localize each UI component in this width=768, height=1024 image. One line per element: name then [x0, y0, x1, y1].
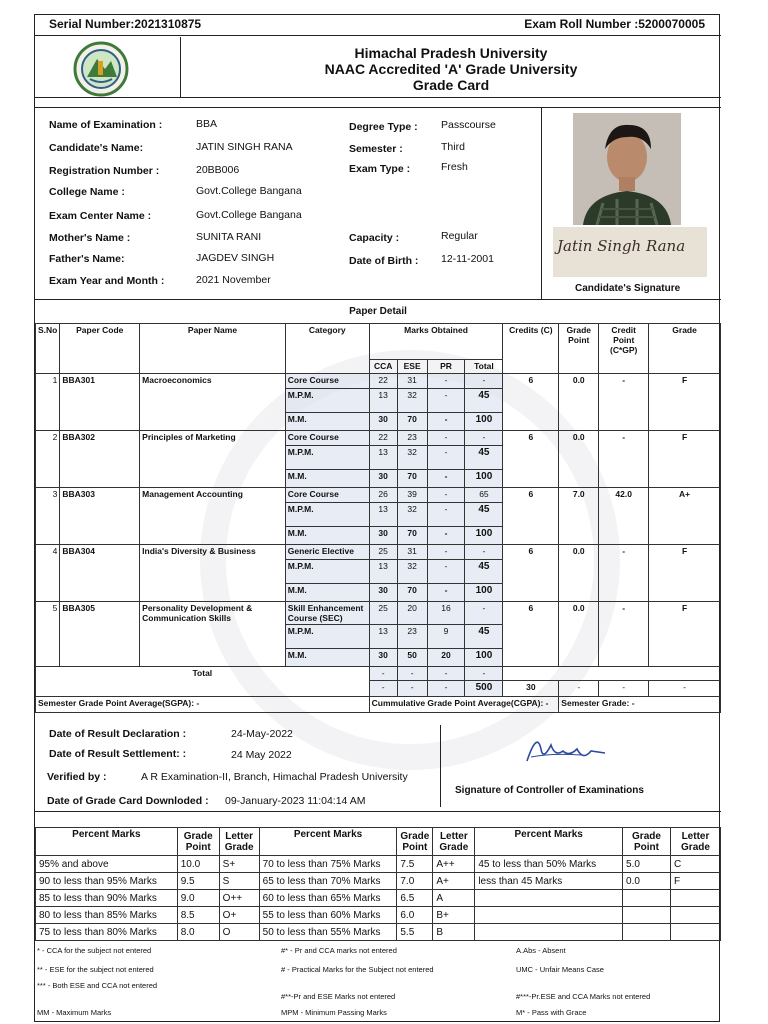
row-sno: 2 [36, 431, 60, 488]
row-paper-code: BBA304 [60, 545, 140, 602]
row-mm: 70 [397, 527, 427, 545]
col-pr: PR [427, 360, 465, 374]
row-mark: 31 [397, 545, 427, 560]
university-logo-icon [35, 37, 181, 97]
verified-label: Verified by : [47, 771, 107, 783]
total-cell: - [427, 667, 465, 681]
row-mpm: 45 [465, 560, 503, 584]
row-mm: M.M. [285, 470, 369, 488]
grade-cell: A+ [433, 873, 475, 890]
col-paper-code: Paper Code [60, 324, 140, 374]
footnote: ** - ESE for the subject not entered [37, 965, 154, 974]
col-grade: Grade [649, 324, 721, 374]
table-row [36, 488, 721, 503]
grade-cell: 80 to less than 85% Marks [36, 907, 178, 924]
col-grade-point: Grade Point [559, 324, 599, 374]
info-label: Candidate's Name: [49, 142, 144, 154]
grade-cell: A++ [433, 856, 475, 873]
info-value: 2021 November [196, 274, 271, 286]
total-blank [503, 667, 721, 681]
info-label: Semester : [349, 143, 403, 155]
row-mm: 30 [369, 413, 397, 431]
row-mm: 30 [369, 527, 397, 545]
grade-cell: 8.5 [177, 907, 219, 924]
candidate-photo [573, 113, 681, 225]
row-cp: - [599, 545, 649, 602]
row-mpm: - [427, 560, 465, 584]
grade-cell [670, 924, 720, 941]
row-mpm: 9 [427, 625, 465, 649]
row-grade: F [649, 545, 721, 602]
col-credit-point: Credit Point (C*GP) [599, 324, 649, 374]
row-mpm: M.P.M. [285, 446, 369, 470]
row-paper-code: BBA305 [60, 602, 140, 667]
grade-cell: 6.5 [397, 890, 433, 907]
grade-cell: B+ [433, 907, 475, 924]
grade-header: Letter Grade [433, 828, 475, 856]
row-mpm: 13 [369, 625, 397, 649]
grade-header: Grade Point [397, 828, 433, 856]
row-mm: - [427, 413, 465, 431]
grade-header: Percent Marks [259, 828, 397, 856]
result-settlement-date: 24 May 2022 [231, 749, 292, 761]
grade-cell [670, 890, 720, 907]
grade-cell: 9.0 [177, 890, 219, 907]
row-mark: 16 [427, 602, 465, 625]
row-paper-name: Principles of Marketing [140, 431, 286, 488]
table-row [36, 545, 721, 560]
info-value: Fresh [441, 161, 468, 173]
row-paper-code: BBA302 [60, 431, 140, 488]
table-row [36, 374, 721, 389]
grade-cell: 7.0 [397, 873, 433, 890]
total-cell: - [397, 667, 427, 681]
footnote: MM - Maximum Marks [37, 1008, 112, 1017]
grade-cell: 50 to less than 55% Marks [259, 924, 397, 941]
grand-total: 500 [465, 681, 503, 697]
grade-cell: O+ [219, 907, 259, 924]
row-mm: 100 [465, 527, 503, 545]
table-row [36, 856, 721, 873]
row-mark: 22 [369, 374, 397, 389]
info-label: Exam Center Name : [49, 210, 152, 222]
row-mm: - [427, 584, 465, 602]
row-mm: 70 [397, 413, 427, 431]
footnote: M* - Pass with Grace [516, 1008, 587, 1017]
row-sno: 3 [36, 488, 60, 545]
table-row [36, 431, 721, 446]
logo-area [35, 37, 181, 97]
row-mm: 50 [397, 649, 427, 667]
info-label: Degree Type : [349, 121, 418, 133]
row-mm: 100 [465, 584, 503, 602]
footnote: *** - Both ESE and CCA not entered [37, 981, 158, 990]
info-value: Govt.College Bangana [196, 209, 302, 221]
grade-cell: less than 45 Marks [475, 873, 623, 890]
table-row [36, 924, 721, 941]
row-credits: 6 [503, 431, 559, 488]
row-mpm: 32 [397, 389, 427, 413]
controller-signature-icon [521, 727, 611, 773]
row-mark: 20 [397, 602, 427, 625]
row-mark: - [427, 374, 465, 389]
row-mpm: 13 [369, 446, 397, 470]
grade-cell: 95% and above [36, 856, 178, 873]
cgpa: Cummulative Grade Point Average(CGPA): - [369, 697, 559, 713]
grade-cell [475, 924, 623, 941]
row-mpm: 13 [369, 503, 397, 527]
row-mpm: - [427, 389, 465, 413]
grade-cell [623, 890, 671, 907]
info-value: 12-11-2001 [441, 253, 494, 265]
row-mpm: 13 [369, 560, 397, 584]
row-mpm: 23 [397, 625, 427, 649]
candidate-signature-image: Jatin Singh Rana [557, 237, 686, 255]
row-mm: 30 [369, 584, 397, 602]
row-mpm: M.P.M. [285, 625, 369, 649]
grade-cell: 7.5 [397, 856, 433, 873]
row-mm: - [427, 527, 465, 545]
info-label: Capacity : [349, 232, 400, 244]
info-value: JAGDEV SINGH [196, 252, 275, 264]
grade-header: Percent Marks [475, 828, 623, 856]
row-paper-code: BBA303 [60, 488, 140, 545]
row-grade: F [649, 431, 721, 488]
row-paper-name: Macroeconomics [140, 374, 286, 431]
table-row [36, 873, 721, 890]
total-cell: - [369, 681, 397, 697]
grade-cell: O++ [219, 890, 259, 907]
info-label: Mother's Name : [49, 232, 131, 244]
col-cca: CCA [369, 360, 397, 374]
row-mm: 70 [397, 584, 427, 602]
footnote: UMC - Unfair Means Case [516, 965, 604, 974]
row-gp: 0.0 [559, 374, 599, 431]
col-paper-name: Paper Name [140, 324, 286, 374]
row-credits: 6 [503, 545, 559, 602]
serial-number: Serial Number:2021310875 [49, 17, 202, 31]
footnote: * - CCA for the subject not entered [37, 946, 152, 955]
row-mpm: 32 [397, 503, 427, 527]
row-mm: 20 [427, 649, 465, 667]
row-category: Core Course [285, 374, 369, 389]
footnote: #***-Pr.ESE and CCA Marks not entered [516, 992, 651, 1001]
grade-cell: 65 to less than 70% Marks [259, 873, 397, 890]
row-gp: 0.0 [559, 545, 599, 602]
total-cell: - [649, 681, 721, 697]
row-mm: 100 [465, 649, 503, 667]
info-value: SUNITA RANI [196, 231, 262, 243]
row-paper-name: Personality Development & Communication Skills [140, 602, 286, 667]
col-sno: S.No [36, 324, 60, 374]
row-mm: M.M. [285, 527, 369, 545]
grade-cell: 5.0 [623, 856, 671, 873]
row-category: Generic Elective [285, 545, 369, 560]
row-mpm: M.P.M. [285, 560, 369, 584]
row-mpm: M.P.M. [285, 503, 369, 527]
row-cp: 42.0 [599, 488, 649, 545]
row-category: Core Course [285, 431, 369, 446]
grade-header: Grade Point [177, 828, 219, 856]
row-mark: - [465, 431, 503, 446]
row-gp: 7.0 [559, 488, 599, 545]
table-row [36, 890, 721, 907]
footnote: MPM - Minimum Passing Marks [281, 1008, 387, 1017]
grade-cell: 85 to less than 90% Marks [36, 890, 178, 907]
info-value: JATIN SINGH RANA [196, 141, 293, 153]
total-cell: - [559, 681, 599, 697]
grade-cell: 6.0 [397, 907, 433, 924]
info-value: BBA [196, 118, 218, 130]
row-credits: 6 [503, 488, 559, 545]
row-grade: F [649, 374, 721, 431]
info-label: Father's Name: [49, 253, 125, 265]
grade-header: Letter Grade [219, 828, 259, 856]
row-mm: M.M. [285, 413, 369, 431]
grade-cell: 9.5 [177, 873, 219, 890]
row-mark: - [427, 545, 465, 560]
row-mark: 25 [369, 545, 397, 560]
total-cell: - [427, 681, 465, 697]
row-credits: 6 [503, 374, 559, 431]
info-label: Exam Year and Month : [49, 275, 165, 287]
row-sno: 5 [36, 602, 60, 667]
col-marks-obtained: Marks Obtained [369, 324, 503, 360]
row-credits: 6 [503, 602, 559, 667]
row-mm: 30 [369, 649, 397, 667]
candidate-signature-label: Candidate's Signature [575, 283, 681, 294]
info-label: Date of Birth : [349, 255, 419, 267]
row-mm: 100 [465, 413, 503, 431]
row-mpm: 13 [369, 389, 397, 413]
row-mark: - [427, 431, 465, 446]
row-mark: 39 [397, 488, 427, 503]
row-mark: 26 [369, 488, 397, 503]
total-credits: 30 [503, 681, 559, 697]
grade-cell: 75 to less than 80% Marks [36, 924, 178, 941]
grade-cell [475, 907, 623, 924]
grade-header: Letter Grade [670, 828, 720, 856]
grade-cell: 60 to less than 65% Marks [259, 890, 397, 907]
result-declaration-label: Date of Result Declaration : [49, 728, 187, 740]
row-mm: 30 [369, 470, 397, 488]
row-mpm: M.P.M. [285, 389, 369, 413]
grade-cell: 8.0 [177, 924, 219, 941]
grade-cell: 90 to less than 95% Marks [36, 873, 178, 890]
download-date: 09-January-2023 11:04:14 AM [225, 795, 366, 807]
footnote: #**-Pr and ESE Marks not entered [281, 992, 396, 1001]
row-grade: A+ [649, 488, 721, 545]
row-mpm: 45 [465, 389, 503, 413]
row-mm: - [427, 470, 465, 488]
row-mark: - [465, 545, 503, 560]
row-sno: 4 [36, 545, 60, 602]
verified-by: A R Examination-II, Branch, Himachal Pradesh University [141, 771, 408, 783]
row-mpm: 32 [397, 446, 427, 470]
row-category: Skill Enhancement Course (SEC) [285, 602, 369, 625]
total-cell: - [599, 681, 649, 697]
row-cp: - [599, 431, 649, 488]
grade-cell: 5.5 [397, 924, 433, 941]
row-mpm: 45 [465, 503, 503, 527]
footnote: # - Practical Marks for the Subject not entered [281, 965, 434, 974]
row-mpm: 32 [397, 560, 427, 584]
grade-cell: B [433, 924, 475, 941]
grade-cell: C [670, 856, 720, 873]
row-mpm: 45 [465, 446, 503, 470]
result-declaration-date: 24-May-2022 [231, 728, 293, 740]
university-title: Himachal Pradesh University NAAC Accredited 'A' Grade University Grade Card [324, 45, 578, 93]
semester-grade: Semester Grade: - [559, 697, 721, 713]
grade-card [34, 14, 720, 1022]
info-label: Exam Type : [349, 163, 411, 175]
controller-signature-label: Signature of Controller of Examinations [455, 785, 644, 796]
row-mm: M.M. [285, 649, 369, 667]
info-value: Passcourse [441, 119, 496, 131]
grade-cell: 70 to less than 75% Marks [259, 856, 397, 873]
footnote: A.Abs - Absent [516, 946, 566, 955]
row-cp: - [599, 374, 649, 431]
grade-header: Percent Marks [36, 828, 178, 856]
row-mm: M.M. [285, 584, 369, 602]
row-paper-code: BBA301 [60, 374, 140, 431]
row-mark: - [427, 488, 465, 503]
info-label: Name of Examination : [49, 119, 163, 131]
row-mpm: - [427, 503, 465, 527]
grade-cell [475, 890, 623, 907]
row-gp: 0.0 [559, 602, 599, 667]
row-mm: 70 [397, 470, 427, 488]
info-value: Govt.College Bangana [196, 185, 302, 197]
grade-cell: 0.0 [623, 873, 671, 890]
row-mark: - [465, 374, 503, 389]
grade-cell: 55 to less than 60% Marks [259, 907, 397, 924]
row-paper-name: Management Accounting [140, 488, 286, 545]
total-cell: - [397, 681, 427, 697]
exam-roll-number: Exam Roll Number :5200070005 [524, 17, 705, 31]
grade-scale-table [35, 827, 721, 941]
info-value: 20BB006 [196, 164, 240, 176]
col-ese: ESE [397, 360, 427, 374]
row-cp: - [599, 602, 649, 667]
info-value: Regular [441, 230, 478, 242]
grade-cell: S [219, 873, 259, 890]
table-row [36, 907, 721, 924]
row-sno: 1 [36, 374, 60, 431]
table-row [36, 602, 721, 625]
row-category: Core Course [285, 488, 369, 503]
row-grade: F [649, 602, 721, 667]
grade-cell [623, 924, 671, 941]
grade-cell: 10.0 [177, 856, 219, 873]
col-total: Total [465, 360, 503, 374]
row-mpm: - [427, 446, 465, 470]
row-mark: - [465, 602, 503, 625]
row-mark: 22 [369, 431, 397, 446]
row-mark: 65 [465, 488, 503, 503]
row-paper-name: India's Diversity & Business [140, 545, 286, 602]
grade-cell: O [219, 924, 259, 941]
grade-cell: S+ [219, 856, 259, 873]
total-label: Total [36, 667, 370, 697]
info-label: Registration Number : [49, 165, 160, 177]
grade-cell: A [433, 890, 475, 907]
col-credits: Credits (C) [503, 324, 559, 374]
grade-cell [670, 907, 720, 924]
row-mm: 100 [465, 470, 503, 488]
total-cell: - [465, 667, 503, 681]
row-mark: 23 [397, 431, 427, 446]
total-cell: - [369, 667, 397, 681]
download-label: Date of Grade Card Downloded : [47, 795, 209, 807]
sgpa: Semester Grade Point Average(SGPA): - [36, 697, 370, 713]
grade-cell: 45 to less than 50% Marks [475, 856, 623, 873]
info-label: College Name : [49, 186, 125, 198]
grade-cell [623, 907, 671, 924]
col-category: Category [285, 324, 369, 374]
row-mark: 25 [369, 602, 397, 625]
result-settlement-label: Date of Result Settlement: : [49, 748, 187, 760]
row-mark: 31 [397, 374, 427, 389]
footnote: #* - Pr and CCA marks not entered [281, 946, 397, 955]
info-value: Third [441, 141, 465, 153]
person-photo-icon [573, 113, 681, 225]
grade-header: Grade Point [623, 828, 671, 856]
paper-detail-table [35, 323, 721, 713]
grade-cell: F [670, 873, 720, 890]
row-gp: 0.0 [559, 431, 599, 488]
row-mpm: 45 [465, 625, 503, 649]
paper-detail-title: Paper Detail [349, 306, 407, 317]
